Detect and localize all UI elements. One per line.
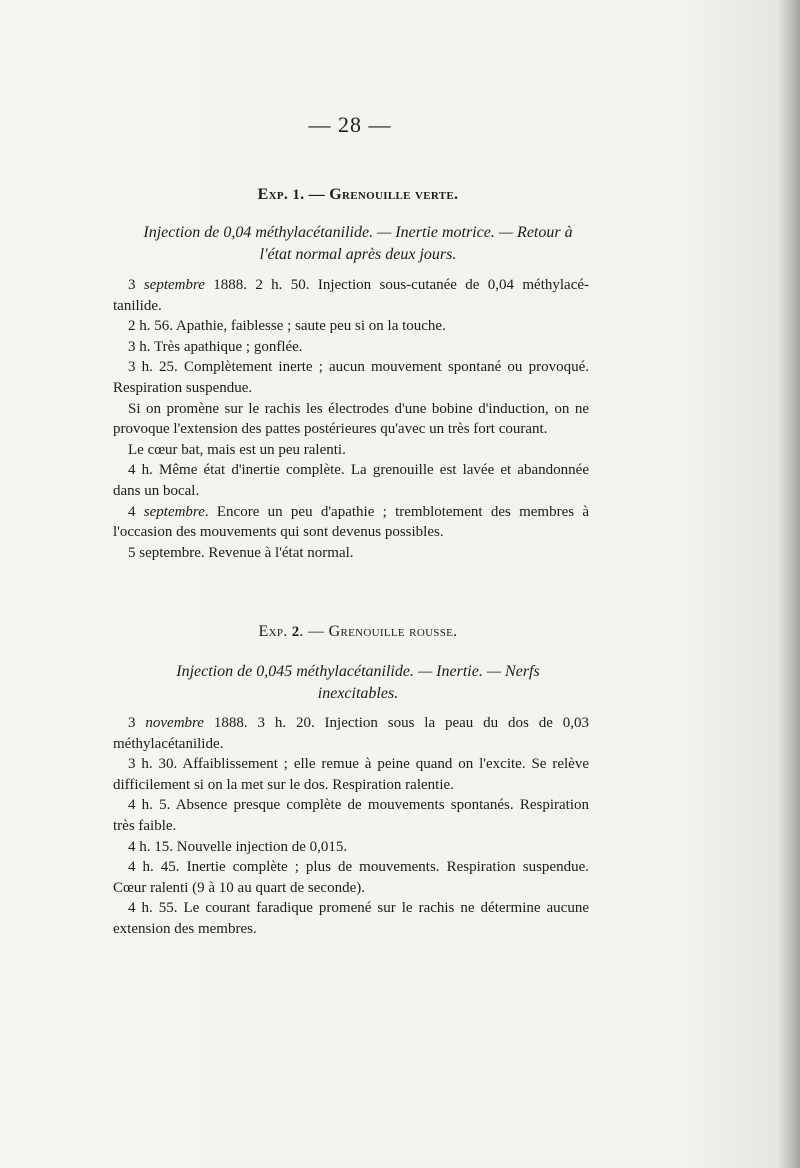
- subtitle-line: l'état normal après deux jours.: [259, 246, 457, 263]
- paragraph: 5 septembre. Revenue à l'état normal.: [128, 544, 354, 561]
- page-number: — 28 —: [308, 112, 392, 137]
- subtitle-line: Injection de 0,04 méthylacétanilide. — Inertie motrice. — Retour à: [143, 224, 573, 241]
- experiment-2-heading: [113, 623, 603, 641]
- experiment-1-body: [113, 275, 589, 563]
- heading-prefix: Exp.: [258, 623, 292, 640]
- paragraph: 3 septembre 1888. 2 h. 50. Injection sous-cutanée de 0,04 méthylacé-tanilide.: [113, 277, 590, 314]
- paragraph: 3 novembre 1888. 3 h. 20. Injection sous la peau du dos de 0,03 méthylacétanilide.: [113, 715, 590, 752]
- paragraph: Le cœur bat, mais est un peu ralenti.: [128, 441, 346, 458]
- paragraph: 4 h. Même état d'inertie complète. La grenouille est lavée et abandonnée dans un bocal.: [113, 462, 589, 499]
- paragraph: 3 h. Très apathique ; gonflée.: [128, 338, 303, 355]
- heading-title: . — Grenouille verte.: [300, 186, 459, 203]
- paragraph: Si on promène sur le rachis les électrodes d'une bobine d'induction, on ne provoque l'extension des pattes postérieures qu'avec un très fort courant.: [113, 400, 589, 438]
- paragraph: 3 h. 30. Affaiblissement ; elle remue à peine quand on l'excite. Se relève difficilement si on la met sur le dos. Respiration ralentie.: [113, 756, 589, 793]
- paragraph: 4 h. 45. Inertie complète ; plus de mouvements. Respiration suspendue. Cœur ralenti (9 à 10 au quart de seconde).: [113, 859, 589, 896]
- subtitle-line: inexcitables.: [317, 685, 399, 702]
- heading-prefix: Exp.: [257, 186, 293, 203]
- experiment-2-subtitle: [113, 661, 603, 705]
- experiment-2-body: [113, 713, 589, 940]
- page-edge-shadow: [778, 0, 800, 1168]
- paragraph: 4 septembre. Encore un peu d'apathie ; tremblotement des membres à l'occasion des mouvements qui sont devenus possibles.: [113, 503, 590, 541]
- paragraph: 4 h. 5. Absence presque complète de mouvements spontanés. Respiration très faible.: [113, 797, 589, 834]
- paragraph: 2 h. 56. Apathie, faiblesse ; saute peu si on la touche.: [128, 318, 446, 335]
- heading-number: 1: [292, 187, 301, 203]
- heading-title: . — Grenouille rousse.: [299, 623, 458, 640]
- heading-number: 2: [291, 624, 300, 640]
- subtitle-line: Injection de 0,045 méthylacétanilide. — Inertie. — Nerfs: [176, 663, 540, 680]
- paragraph: 3 h. 25. Complètement inerte ; aucun mouvement spontané ou provoqué. Respiration suspendue.: [113, 359, 589, 396]
- paragraph: 4 h. 15. Nouvelle injection de 0,015.: [128, 838, 348, 855]
- experiment-1-subtitle: [113, 222, 603, 266]
- experiment-1-heading: [113, 186, 603, 204]
- paragraph: 4 h. 55. Le courant faradique promené sur le rachis ne détermine aucune extension des membres.: [113, 900, 589, 937]
